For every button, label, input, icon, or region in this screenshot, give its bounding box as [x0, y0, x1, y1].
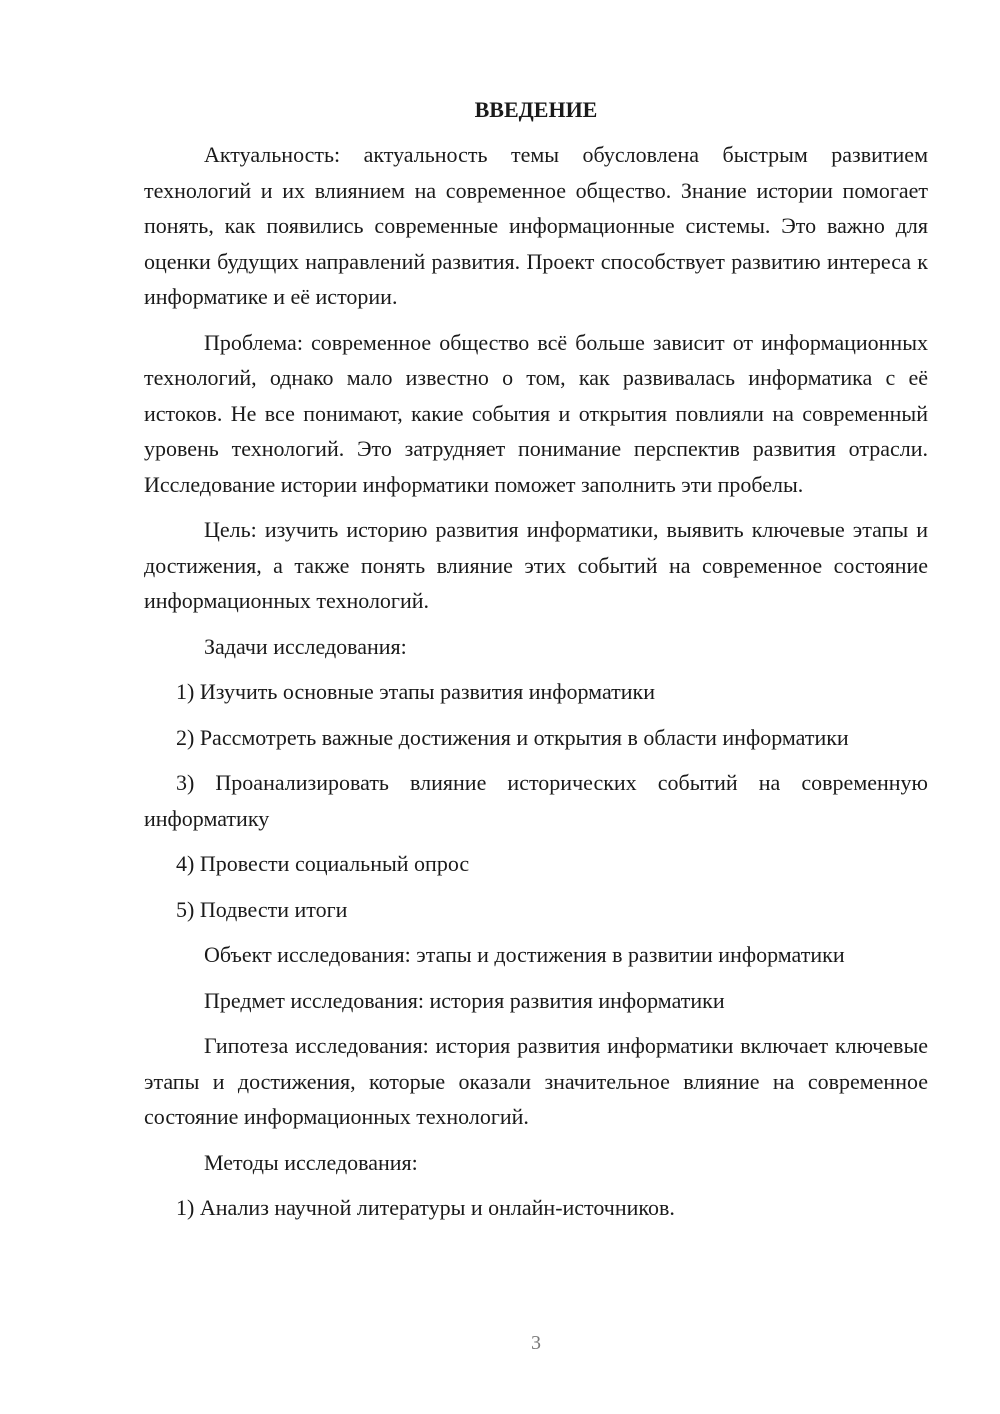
page-content: [144, 92, 928, 1236]
problem-paragraph: Проблема: современное общество всё больше зависит от информационных технологий, однако мало известно о том, как развивалась информатика с её истоков. Не все понимают, какие события и открытия повлияли на современный уровень технологий. Это затрудняет понимание перспектив развития отрасли. Исследование истории информатики поможет заполнить эти пробелы.: [144, 329, 928, 497]
hypothesis-paragraph: Гипотеза исследования: история развития информатики включает ключевые этапы и достижения, которые оказали значительное влияние на современное состояние информационных технологий.: [144, 1033, 928, 1129]
section-title: ВВЕДЕНИЕ: [474, 97, 598, 122]
tasks-heading: Задачи исследования:: [204, 633, 407, 659]
task-item-5: 5) Подвести итоги: [176, 896, 348, 922]
task-item-3: 3) Проанализировать влияние исторических событий на современную информатику: [144, 770, 928, 831]
task-item-2: 2) Рассмотреть важные достижения и открытия в области информатики: [176, 724, 849, 750]
methods-heading: Методы исследования:: [204, 1149, 418, 1175]
goal-paragraph: Цель: изучить историю развития информатики, выявить ключевые этапы и достижения, а также понять влияние этих событий на современное состояние информационных технологий.: [144, 517, 928, 613]
task-item-1: 1) Изучить основные этапы развития информатики: [176, 679, 655, 704]
task-item-4: 4) Провести социальный опрос: [176, 851, 470, 876]
object-paragraph: Объект исследования: этапы и достижения в развитии информатики: [204, 942, 845, 967]
subject-paragraph: Предмет исследования: история развития информатики: [204, 987, 725, 1013]
relevance-paragraph: Актуальность: актуальность темы обусловлена быстрым развитием технологий и их влиянием на современное общество. Знание истории помогает понять, как появились современные информационные системы. Это важно для оценки будущих направлений развития. Проект способствует развитию интереса к информатике и её истории.: [144, 142, 928, 309]
method-item-1: 1) Анализ научной литературы и онлайн-источников.: [176, 1195, 675, 1220]
page-number: 3: [531, 1332, 541, 1354]
